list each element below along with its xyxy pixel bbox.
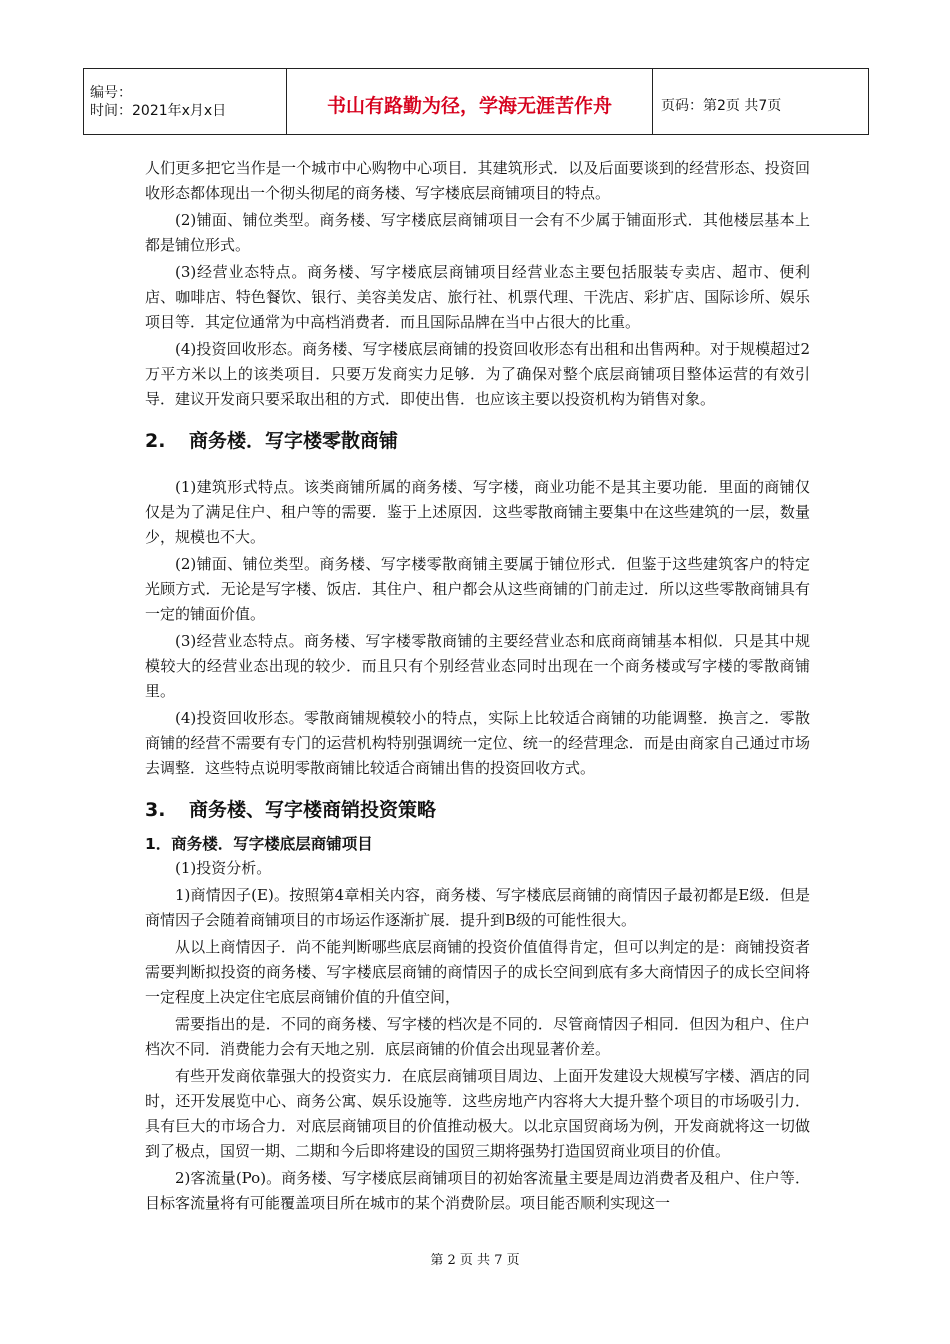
number-label: 编号： [90,84,132,101]
document-body [145,156,810,1216]
header-page-info: 页码：第2页 共7页 [653,69,869,135]
paragraph: (1)投资分析。 [175,859,272,877]
date-line: 时间：2021年x月x日 [90,102,227,119]
paragraph: 需要指出的是．不同的商务楼、写字楼的档次是不同的．尽管商情因子相同．但因为租户、住户档次不同．消费能力会有天地之别．底层商铺的价值会出现显著价差。 [145,1015,810,1058]
paragraph: (3)经营业态特点。商务楼、写字楼零散商铺的主要经营业态和底商商铺基本相似．只是其中规模较大的经营业态出现的较少．而且只有个别经营业态同时出现在一个商务楼或写字楼的零散商铺里。 [145,632,810,700]
page-header [83,68,869,135]
section-title: 商务楼．写字楼零散商铺 [189,430,399,452]
paragraph: (2)铺面、铺位类型。商务楼、写字楼底层商铺项目一会有不少属于铺面形式．其他楼层基本上都是铺位形式。 [145,211,810,254]
section-heading [145,426,810,453]
paragraph: (4)投资回收形态。零散商铺规模较小的特点，实际上比较适合商铺的功能调整．换言之．零散商铺的经营不需要有专门的运营机构特别强调统一定位、统一的经营理念．而是由商家自己通过市场去调整．这些特点说明零散商铺比较适合商铺出售的投资回收方式。 [145,709,810,777]
paragraph: 有些开发商依靠强大的投资实力．在底层商铺项目周边、上面开发建设大规模写字楼、酒店的同时，还开发展览中心、商务公寓、娱乐设施等．这些房地产内容将大大提升整个项目的市场吸引力．具有巨大的市场合力．对底层商铺项目的价值推动极大。以北京国贸商场为例，开发商就将这一切做到了极点，国贸一期、二期和今后即将建设的国贸三期将强势打造国贸商业项目的价值。 [145,1067,810,1160]
paragraph: 1)商情因子(E)。按照第4章相关内容，商务楼、写字楼底层商铺的商情因子最初都是E级．但是商情因子会随着商铺项目的市场运作逐渐扩展．提升到B级的可能性很大。 [145,886,810,929]
subsection-heading: 1．商务楼．写字楼底层商铺项目 [145,835,373,853]
paragraph: 人们更多把它当作是一个城市中心购物中心项目．其建筑形式．以及后面要谈到的经营形态、投资回收形态都体现出一个彻头彻尾的商务楼、写字楼底层商铺项目的特点。 [145,159,810,202]
section-number: 2. [145,430,166,452]
page-footer: 第 2 页 共 7 页 [430,1253,520,1268]
header-left-cell [84,69,287,135]
paragraph: (1)建筑形式特点。该类商铺所属的商务楼、写字楼，商业功能不是其主要功能．里面的商铺仅仅是为了满足住户、租户等的需要．鉴于上述原因．这些零散商铺主要集中在这些建筑的一层，数量少，规模也不大。 [145,478,810,546]
paragraph: (2)铺面、铺位类型。商务楼、写字楼零散商铺主要属于铺位形式．但鉴于这些建筑客户的特定光顾方式．无论是写字楼、饭店．其住户、租户都会从这些商铺的门前走过．所以这些零散商铺具有一定的铺面价值。 [145,555,810,623]
paragraph: 从以上商情因子．尚不能判断哪些底层商铺的投资价值值得肯定，但可以判定的是：商铺投资者需要判断拟投资的商务楼、写字楼底层商铺的商情因子的成长空间到底有多大商情因子的成长空间将一定程度上决定住宅底层商铺价值的升值空间， [145,938,810,1006]
section-number: 3. [145,799,166,821]
header-motto: 书山有路勤为径，学海无涯苦作舟 [287,69,653,135]
paragraph: (4)投资回收形态。商务楼、写字楼底层商铺的投资回收形态有出租和出售两种。对于规模超过2万平方米以上的该类项目．只要万发商实力足够．为了确保对整个底层商铺项目整体运营的有效引导．建议开发商只要采取出租的方式．即使出售．也应该主要以投资机构为销售对象。 [145,340,810,408]
section-title: 商务楼、写字楼商销投资策略 [189,799,437,821]
paragraph: (3)经营业态特点。商务楼、写字楼底层商铺项目经营业态主要包括服装专卖店、超市、便利店、咖啡店、特色餐饮、银行、美容美发店、旅行社、机票代理、干洗店、彩扩店、国际诊所、娱乐项目等．其定位通常为中高档消费者．而且国际品牌在当中占很大的比重。 [145,263,810,331]
section-heading [145,795,810,822]
paragraph: 2)客流量(Po)。商务楼、写字楼底层商铺项目的初始客流量主要是周边消费者及租户、住户等．目标客流量将有可能覆盖项目所在城市的某个消费阶层。项目能否顺利实现这一 [145,1169,810,1212]
